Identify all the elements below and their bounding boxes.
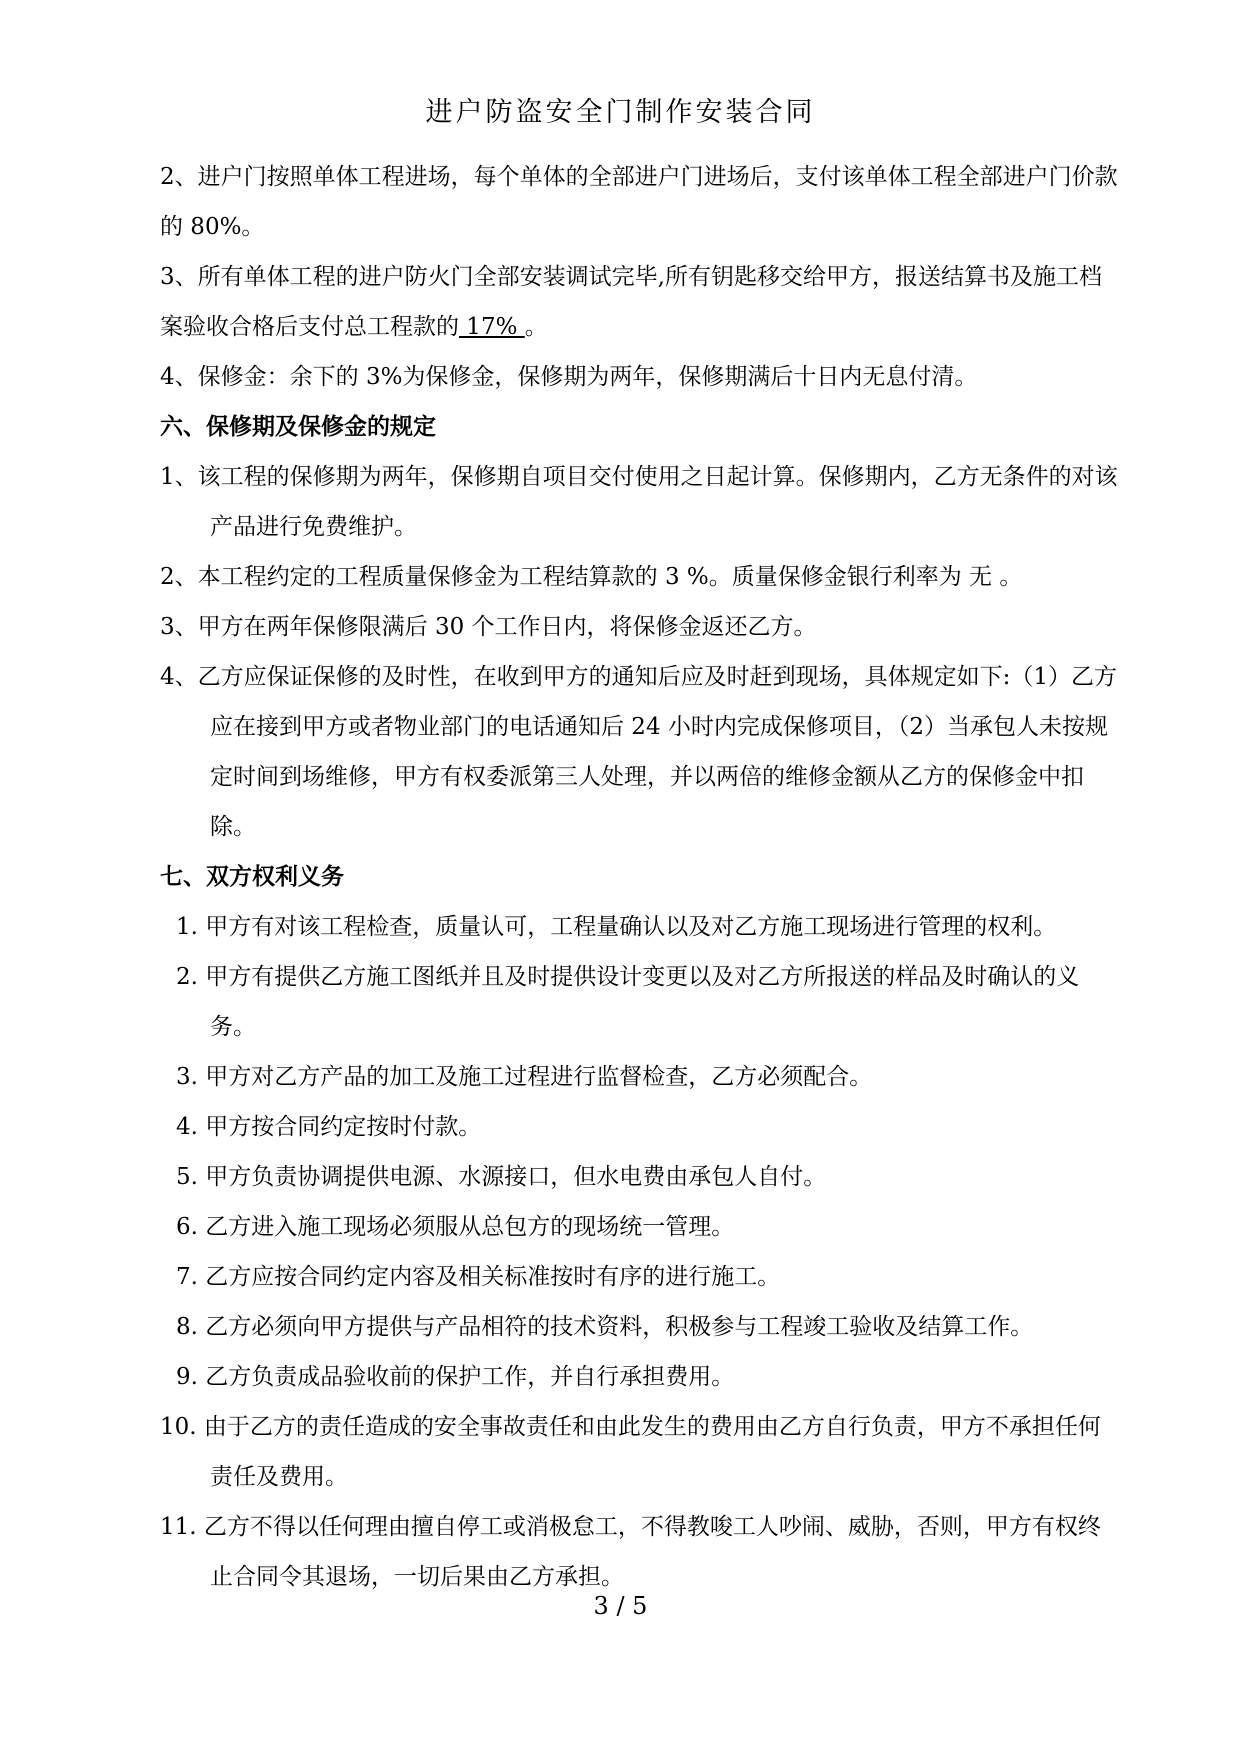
obligation-item-10: 10. 由于乙方的责任造成的安全事故责任和由此发生的费用由乙方自行负责，甲方不承担任何责任及费用。 — [160, 1414, 1101, 1490]
warranty-clause-3: 3、甲方在两年保修限满后 30 个工作日内，将保修金返还乙方。 — [160, 614, 817, 640]
obligation-item-4: 4. 甲方按合同约定按时付款。 — [176, 1114, 482, 1140]
obligation-item-2: 2. 甲方有提供乙方施工图纸并且及时提供设计变更以及对乙方所报送的样品及时确认的义务。 — [176, 964, 1080, 1040]
document-header-title: 进户防盗安全门制作安装合同 — [425, 97, 816, 128]
warranty-clause-2: 2、本工程约定的工程质量保修金为工程结算款的 3 %。质量保修金银行利率为 无 。 — [160, 564, 1023, 590]
payment-clause-3 — [160, 252, 1120, 352]
payment-clause-3-end: 。 — [524, 314, 548, 340]
obligation-item-3: 3. 甲方对乙方产品的加工及施工过程进行监督检查，乙方必须配合。 — [176, 1064, 873, 1090]
payment-clause-3-text: 3、所有单体工程的进户防火门全部安装调试完毕,所有钥匙移交给甲方，报送结算书及施工档案验收合格后支付总工程款的 — [160, 264, 1102, 340]
section-7-heading: 七、双方权利义务 — [160, 863, 344, 890]
page-number: 3 / 5 — [593, 1592, 648, 1620]
obligation-item-7: 7. 乙方应按合同约定内容及相关标准按时有序的进行施工。 — [176, 1264, 781, 1290]
obligation-item-9: 9. 乙方负责成品验收前的保护工作，并自行承担费用。 — [176, 1364, 735, 1390]
warranty-clause-4: 4、乙方应保证保修的及时性，在收到甲方的通知后应及时赶到现场，具体规定如下:（1）乙方应在接到甲方或者物业部门的电话通知后 24 小时内完成保修项目，（2）当承包人未按规定时间到场维修，甲方有权委派第三人处理，并以两倍的维修金额从乙方的保修金中扣除。 — [160, 664, 1118, 840]
obligation-item-8: 8. 乙方必须向甲方提供与产品相符的技术资料，积极参与工程竣工验收及结算工作。 — [176, 1314, 1034, 1340]
warranty-clause-1: 1、该工程的保修期为两年，保修期自项目交付使用之日起计算。保修期内，乙方无条件的对该产品进行免费维护。 — [160, 464, 1118, 540]
obligation-item-6: 6. 乙方进入施工现场必须服从总包方的现场统一管理。 — [176, 1214, 735, 1240]
payment-percentage: 17% — [459, 314, 525, 340]
payment-clause-4: 4、保修金：余下的 3%为保修金，保修期为两年，保修期满后十日内无息付清。 — [160, 364, 978, 390]
payment-clause-2: 2、进户门按照单体工程进场，每个单体的全部进户门进场后，支付该单体工程全部进户门价款的 80%。 — [160, 164, 1118, 240]
obligation-item-5: 5. 甲方负责协调提供电源、水源接口，但水电费由承包人自付。 — [176, 1164, 827, 1190]
document-body — [160, 152, 1120, 1602]
obligation-item-1: 1. 甲方有对该工程检查，质量认可，工程量确认以及对乙方施工现场进行管理的权利。 — [176, 914, 1057, 940]
obligation-item-11: 11. 乙方不得以任何理由擅自停工或消极怠工，不得教唆工人吵闹、威胁，否则，甲方有权终止合同令其退场，一切后果由乙方承担。 — [160, 1514, 1101, 1590]
section-6-heading: 六、保修期及保修金的规定 — [160, 413, 436, 440]
